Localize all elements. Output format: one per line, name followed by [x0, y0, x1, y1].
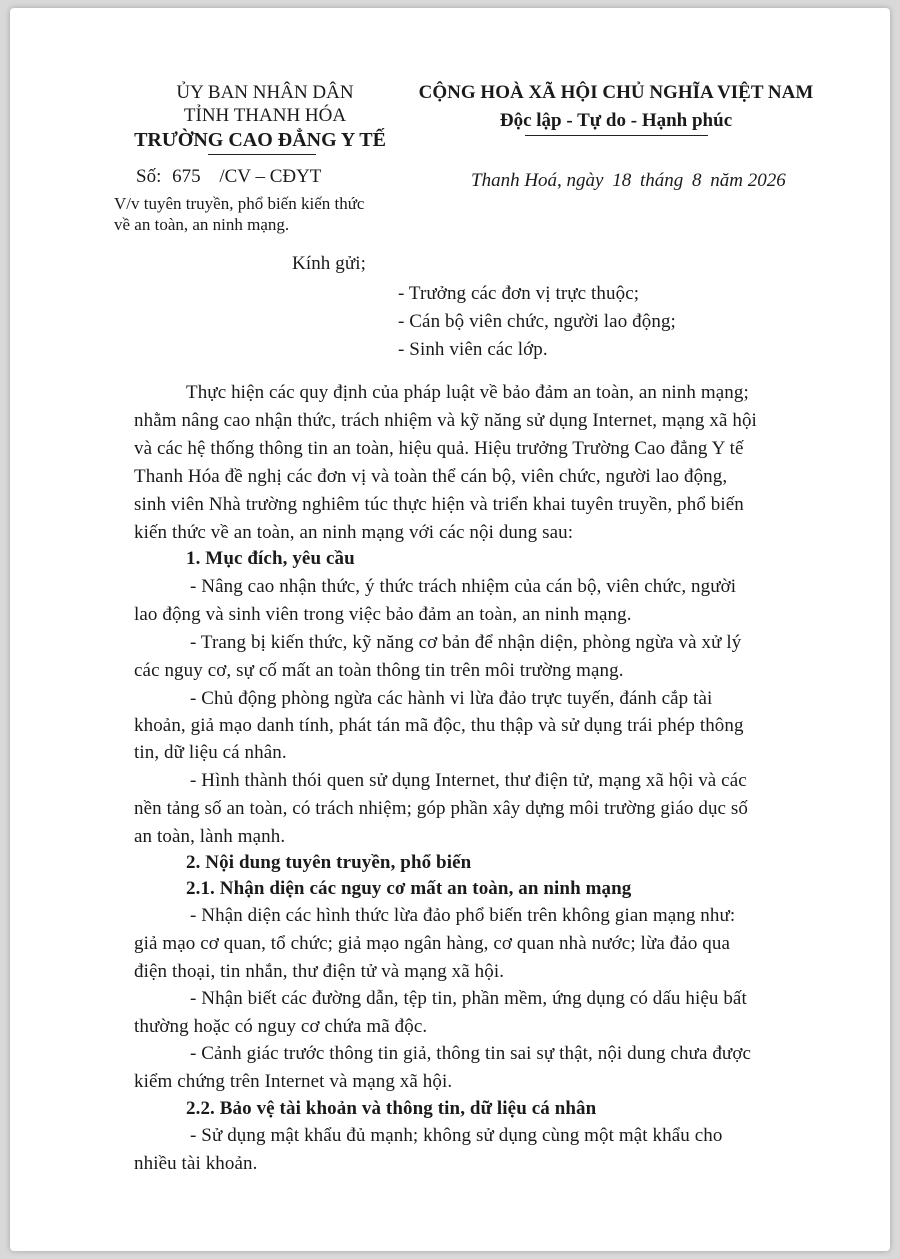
date-day: 18	[612, 170, 632, 191]
so-number: 675	[172, 166, 201, 187]
agency-line-2: TỈNH THANH HÓA	[183, 105, 347, 126]
intro-line-6: kiến thức về an toàn, an ninh mạng với các nội dung sau:	[134, 522, 574, 543]
date-year: năm 2026	[710, 170, 786, 191]
section-2-1-line: thường hoặc có nguy cơ chứa mã độc.	[134, 1016, 428, 1037]
document-number	[136, 166, 321, 188]
so-label: Số:	[136, 166, 162, 187]
section-2-1-line: - Nhận biết các đường dẫn, tệp tin, phần mềm, ứng dụng có dấu hiệu bất	[190, 988, 747, 1009]
date-prefix: Thanh Hoá, ngày	[471, 170, 604, 191]
subject-line-2: về an toàn, an ninh mạng.	[114, 215, 290, 234]
section-1-line: - Trang bị kiến thức, kỹ năng cơ bản để nhận diện, phòng ngừa và xử lý	[190, 632, 742, 653]
section-2-1-line: - Cảnh giác trước thông tin giả, thông tin sai sự thật, nội dung chưa được	[190, 1043, 752, 1064]
motto-underline	[525, 135, 708, 136]
school-underline	[208, 154, 316, 155]
date-month: 8	[692, 170, 702, 191]
section-1-line: nền tảng số an toàn, có trách nhiệm; góp phần xây dựng môi trường giáo dục số	[134, 798, 749, 819]
recipient-3: - Sinh viên các lớp.	[398, 339, 548, 360]
intro-line-1: Thực hiện các quy định của pháp luật về bảo đảm an toàn, an ninh mạng;	[186, 382, 749, 403]
document-page	[10, 8, 890, 1251]
section-1-line: an toàn, lành mạnh.	[134, 826, 286, 847]
section-1-line: tin, dữ liệu cá nhân.	[134, 742, 287, 763]
place-date	[471, 170, 786, 192]
subject-line-1: V/v tuyên truyền, phổ biến kiến thức	[114, 194, 365, 213]
section-1-line: lao động và sinh viên trong việc bảo đảm an toàn, an ninh mạng.	[134, 604, 632, 625]
intro-line-4: Thanh Hóa đề nghị các đơn vị và toàn thể cán bộ, viên chức, người lao động,	[134, 466, 728, 487]
section-2-1-line: điện thoại, tin nhắn, thư điện tử và mạng xã hội.	[134, 961, 505, 982]
section-1-line: - Nâng cao nhận thức, ý thức trách nhiệm của cán bộ, viên chức, người	[190, 576, 737, 597]
section-1-line: - Chủ động phòng ngừa các hành vi lừa đảo trực tuyến, đánh cắp tài	[190, 688, 713, 709]
section-2-1-line: giả mạo cơ quan, tổ chức; giả mạo ngân hàng, cơ quan nhà nước; lừa đảo qua	[134, 933, 731, 954]
section-1-line: - Hình thành thói quen sử dụng Internet, thư điện tử, mạng xã hội và các	[190, 770, 747, 791]
intro-line-2: nhằm nâng cao nhận thức, trách nhiệm và kỹ năng sử dụng Internet, mạng xã hội	[134, 410, 757, 431]
intro-line-5: sinh viên Nhà trường nghiêm túc thực hiện và triển khai tuyên truyền, phổ biến	[134, 494, 744, 515]
greeting: Kính gửi;	[292, 253, 367, 274]
agency-line-1: ỦY BAN NHÂN DÂN	[176, 82, 354, 103]
section-2-2-line: nhiều tài khoản.	[134, 1153, 258, 1174]
school-name: TRƯỜNG CAO ĐẲNG Y TẾ	[134, 129, 386, 151]
intro-line-3: và các hệ thống thông tin an toàn, hiệu quả. Hiệu trưởng Trường Cao đẳng Y tế	[134, 438, 744, 459]
section-1-heading: 1. Mục đích, yêu cầu	[186, 548, 355, 569]
section-2-1-line: - Nhận diện các hình thức lừa đảo phổ biến trên không gian mạng như:	[190, 905, 736, 926]
country-name: CỘNG HOÀ XÃ HỘI CHỦ NGHĨA VIỆT NAM	[418, 82, 814, 103]
section-2-2-line: - Sử dụng mật khẩu đủ mạnh; không sử dụng cùng một mật khẩu cho	[190, 1125, 723, 1146]
date-month-label: tháng	[639, 170, 684, 191]
section-2-1-line: kiểm chứng trên Internet và mạng xã hội.	[134, 1071, 453, 1092]
so-suffix: /CV – CĐYT	[219, 166, 322, 187]
section-1-line: khoản, giả mạo danh tính, phát tán mã độc, thu thập và sử dụng trái phép thông	[134, 715, 744, 736]
section-2-1-heading: 2.1. Nhận diện các nguy cơ mất an toàn, an ninh mạng	[186, 878, 632, 899]
section-2-2-heading: 2.2. Bảo vệ tài khoản và thông tin, dữ liệu cá nhân	[186, 1098, 597, 1119]
recipient-2: - Cán bộ viên chức, người lao động;	[398, 311, 676, 332]
section-1-line: các nguy cơ, sự cố mất an toàn thông tin trên môi trường mạng.	[134, 660, 624, 681]
recipient-1: - Trưởng các đơn vị trực thuộc;	[398, 283, 640, 304]
national-motto: Độc lập - Tự do - Hạnh phúc	[499, 110, 733, 131]
section-2-heading: 2. Nội dung tuyên truyền, phổ biến	[186, 852, 472, 873]
